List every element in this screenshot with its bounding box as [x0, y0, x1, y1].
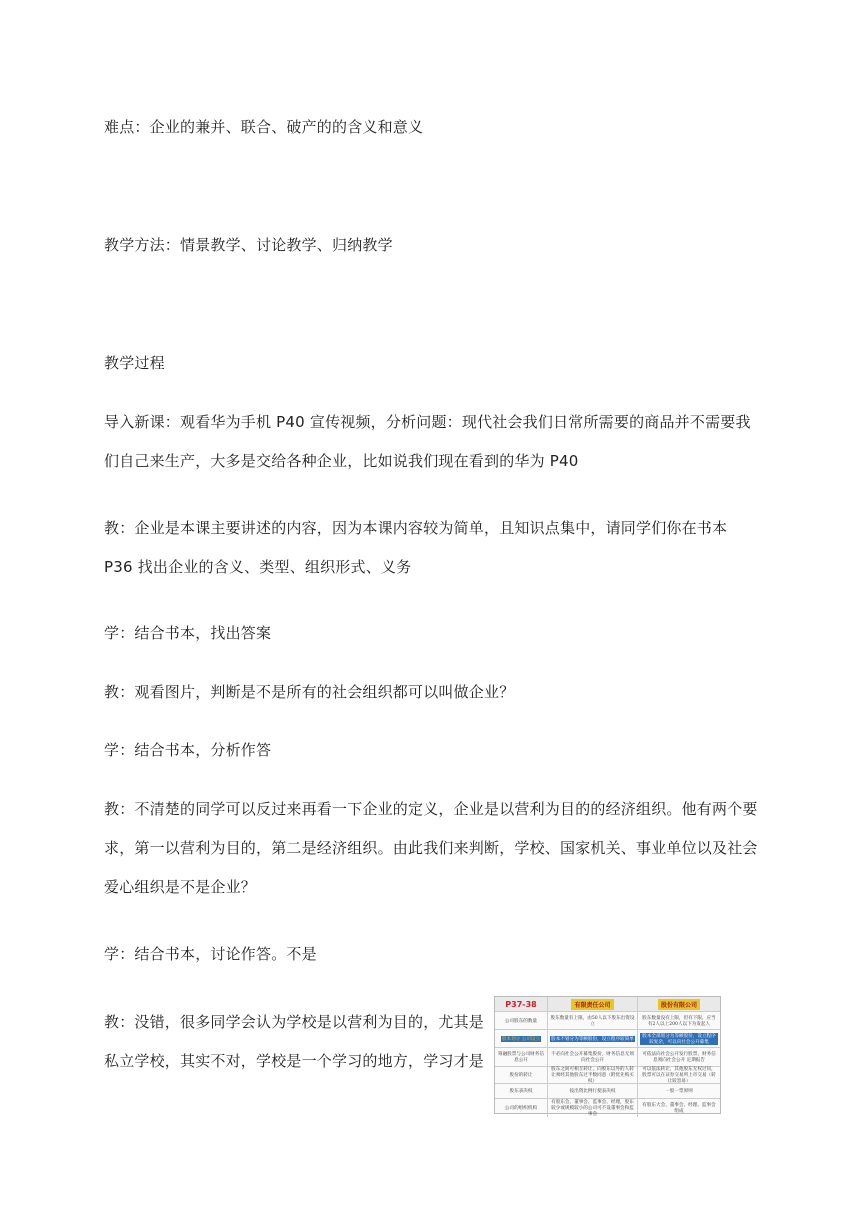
paragraph-process-heading: 教学过程: [104, 354, 165, 372]
paragraph-intro: 导入新课：观看华为手机 P40 宣传视频，分析问题：现代社会我们日常所需要的商品并不需要我们自己来生产，大多是交给各种企业，比如说我们现在看到的华为 P40: [104, 413, 751, 470]
company-comparison-table-image: [494, 996, 721, 1117]
table-row: 公司的组织机构 有股东会、董事会、监事会、经理，股东较少或规模较小的公司可不设董事会和监事会 有股东大会、董事会、经理、监事会组成: [495, 1099, 720, 1117]
table-col-header-llc: 有限责任公司: [571, 999, 613, 1010]
table-row: 股本划分 公司设立 股本不划分为等额股份，设立程序较简单 股本全部划分为等额股份，设立程序较复杂，可以向社会公开募集: [495, 1030, 720, 1048]
table-row: 股东表决权 按出资比例行使表决权 一股一票原则: [495, 1084, 720, 1099]
table-header-row: [495, 997, 720, 1012]
paragraph-student-1: 学：结合书本，找出答案: [104, 624, 272, 642]
paragraph-student-2: 学：结合书本，分析作答: [104, 741, 272, 759]
table-row: 筹融股票与公司财务信息公开 不必向社会公开募集股份，财务信息无须向社会公开 可依法向社会公开发行股票，财务信息须向社会公开 定期报告: [495, 1048, 720, 1067]
paragraph-teaching-methods: 教学方法：情景教学、讨论教学、归纳教学: [104, 236, 393, 254]
paragraph-teacher-1: 教：企业是本课主要讲述的内容，因为本课内容较为简单，且知识点集中，请同学们你在书本 P36 找出企业的含义、类型、组织形式、义务: [104, 519, 728, 576]
table-row: 股份的转让 股东之间可相互转让，向股东以外的人转让须经其他股东过半数同意（附优先购买权） 可以依法转让，其他股东无权过问，股票可以在证券交易所上市交易（转让较容易）: [495, 1067, 720, 1084]
paragraph-teacher-4: 教：没错，很多同学会认为学校是以营利为目的，尤其是私立学校，其实不对，学校是一个学习的地方，学习才是: [104, 1013, 485, 1070]
table-page-ref: P37-38: [495, 997, 548, 1011]
table-col-header-jsc: 股份有限公司: [658, 999, 700, 1010]
paragraph-difficulty: 难点：企业的兼并、联合、破产的的含义和意义: [104, 118, 424, 136]
paragraph-teacher-3: 教：不清楚的同学可以反过来再看一下企业的定义，企业是以营利为目的的经济组织。他有两个要求，第一以营利为目的，第二是经济组织。由此我们来判断，学校、国家机关、事业单位以及社会爱心组织是不是企业？: [104, 800, 758, 896]
table-row: 公司股东的数量 股东数量有上限，由50人以下股东出资设立 股东数量没有上限，但有下限，应当有2人以上200人以下为发起人: [495, 1012, 720, 1030]
paragraph-student-3: 学：结合书本，讨论作答。不是: [104, 945, 317, 963]
paragraph-teacher-2: 教：观看图片，判断是不是所有的社会组织都可以叫做企业？: [104, 683, 515, 701]
